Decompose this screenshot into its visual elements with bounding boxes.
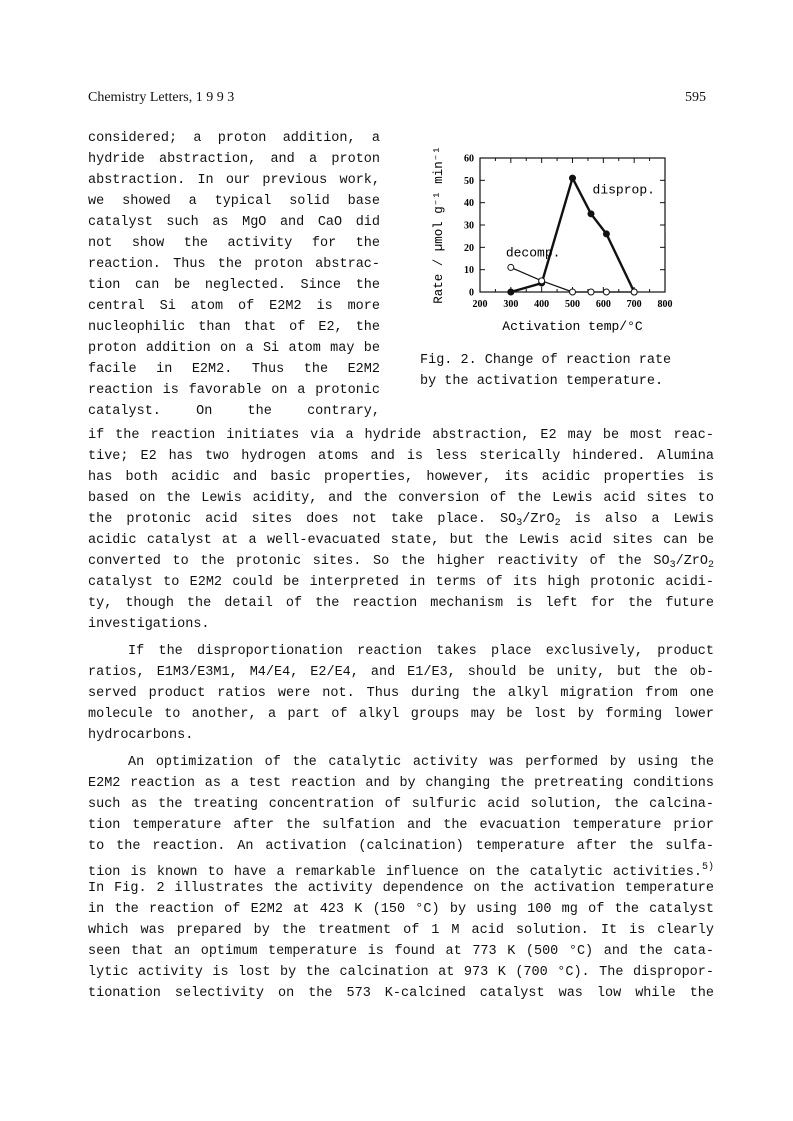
text-line: which was prepared by the treatment of 1 M acid solution. It is clearly: [88, 923, 714, 938]
x-axis-label: Activation temp/°C: [502, 319, 643, 334]
text-line: In Fig. 2 illustrates the activity dependence on the activation temperature: [88, 881, 714, 896]
text-line: investigations.: [88, 617, 210, 632]
x-tick-label: 600: [595, 299, 611, 310]
journal-header: Chemistry Letters, 1 9 9 3: [88, 90, 235, 105]
data-point-decomp: [588, 289, 594, 295]
text-line: catalyst such as MgO and CaO did: [88, 215, 380, 230]
figure-2-chart: [420, 140, 780, 340]
text-line: ty, though the detail of the reaction mechanism is left for the future: [88, 596, 714, 611]
text-line: tive; E2 has two hydrogen atoms and is less sterically hindered. Alumina: [88, 449, 714, 464]
chem-formula: $SO_3/ZrO_2$: [653, 554, 714, 571]
x-tick-label: 200: [472, 299, 488, 310]
text-line: [88, 857, 714, 878]
text-line: molecule to another, a part of alkyl groups may be lost by forming lower: [88, 707, 714, 722]
text-line: proton addition on a Si atom may be: [88, 341, 380, 356]
y-axis-label: Rate / µmol g⁻¹ min⁻¹: [432, 146, 446, 304]
figure-caption-line: Fig. 2. Change of reaction rate: [420, 353, 672, 368]
text-line: catalyst to E2M2 could be interpreted in terms of its high protonic acidi-: [88, 575, 714, 590]
data-point-decomp: [539, 278, 545, 284]
text-line: seen that an optimum temperature is found at 773 K (500 °C) and the cata-: [88, 944, 714, 959]
text-line: in the reaction of E2M2 at 423 K (150 °C) by using 100 mg of the catalyst: [88, 902, 714, 917]
y-tick-label: 40: [464, 198, 474, 210]
page-number: 595: [685, 90, 706, 105]
text-line: if the reaction initiates via a hydride abstraction, E2 may be most reac-: [88, 428, 714, 443]
data-point-decomp: [603, 289, 609, 295]
y-tick-label: 60: [464, 153, 474, 165]
text-line: facile in E2M2. Thus the E2M2: [88, 362, 380, 377]
x-tick-label: 400: [534, 299, 550, 310]
x-tick-label: 700: [626, 299, 642, 310]
data-point-decomp: [631, 289, 637, 295]
text-line: served product ratios were not. Thus during the alkyl migration from one: [88, 686, 714, 701]
text-line: [88, 551, 714, 572]
text-line: hydride abstraction, and a proton: [88, 152, 380, 167]
text-line: based on the Lewis acidity, and the conversion of the Lewis acid sites to: [88, 491, 714, 506]
text-line: has both acidic and basic properties, however, its acidic properties is: [88, 470, 714, 485]
data-point-disprop: [588, 211, 594, 217]
reference-5: 5): [701, 862, 714, 873]
text-line: central Si atom of E2M2 is more: [88, 299, 380, 314]
text-line: tion can be neglected. Since the: [88, 278, 380, 293]
text-line: lytic activity is lost by the calcination at 973 K (700 °C). The dispropor-: [88, 965, 714, 980]
text-line: such as the treating concentration of sulfuric acid solution, the calcina-: [88, 797, 714, 812]
text-line: ratios, E1M3/E3M1, M4/E4, E2/E4, and E1/E3, should be unity, but the ob-: [88, 665, 714, 680]
figure-caption-line: by the activation temperature.: [420, 374, 664, 389]
series-label-decomp: decomp.: [505, 245, 561, 261]
x-tick-label: 300: [503, 299, 519, 310]
data-point-disprop: [570, 175, 576, 181]
text-line: tionation selectivity on the 573 K-calcined catalyst was low while the: [88, 986, 714, 1001]
text-line: tion temperature after the sulfation and the evacuation temperature prior: [88, 818, 714, 833]
text-line: E2M2 reaction as a test reaction and by changing the pretreating conditions: [88, 776, 714, 791]
text-segment: the protonic acid sites does not take place.: [88, 512, 486, 527]
chem-formula: $SO_3/ZrO_2$: [500, 512, 561, 529]
y-tick-label: 10: [464, 265, 474, 277]
text-segment: converted to the protonic sites. So the higher reactivity of the: [88, 554, 642, 569]
text-line: If the disproportionation reaction takes place exclusively, product: [128, 644, 714, 659]
text-line: abstraction. In our previous work,: [88, 173, 380, 188]
text-line: An optimization of the catalytic activity was performed by using the: [128, 755, 714, 770]
y-tick-label: 20: [464, 242, 474, 254]
text-line: hydrocarbons.: [88, 728, 194, 743]
x-tick-label: 500: [565, 299, 580, 310]
text-line: acidic catalyst at a well-evacuated state, but the Lewis acid sites can be: [88, 533, 714, 548]
text-line: reaction is favorable on a protonic: [88, 383, 380, 398]
data-point-decomp: [508, 264, 514, 270]
text-line: considered; a proton addition, a: [88, 131, 380, 146]
text-line: not show the activity for the: [88, 236, 380, 251]
text-segment: tion is known to have a remarkable influence on the catalytic activities.: [88, 865, 702, 878]
text-line: we showed a typical solid base: [88, 194, 380, 209]
y-tick-label: 50: [464, 175, 474, 187]
text-line: catalyst. On the contrary,: [88, 404, 380, 419]
y-tick-label: 30: [464, 220, 474, 232]
text-line: nucleophilic than that of E2, the: [88, 320, 380, 335]
data-point-decomp: [570, 289, 576, 295]
x-tick-label: 800: [657, 299, 673, 310]
text-line: reaction. Thus the proton abstrac-: [88, 257, 380, 272]
data-point-disprop: [508, 289, 514, 295]
text-segment: is also a Lewis: [560, 512, 714, 527]
series-label-disprop: disprop.: [592, 182, 655, 198]
text-line: [88, 509, 714, 530]
data-point-disprop: [603, 231, 609, 237]
text-line: to the reaction. An activation (calcination) temperature after the sulfa-: [88, 839, 714, 854]
y-tick-label: 0: [469, 287, 474, 299]
